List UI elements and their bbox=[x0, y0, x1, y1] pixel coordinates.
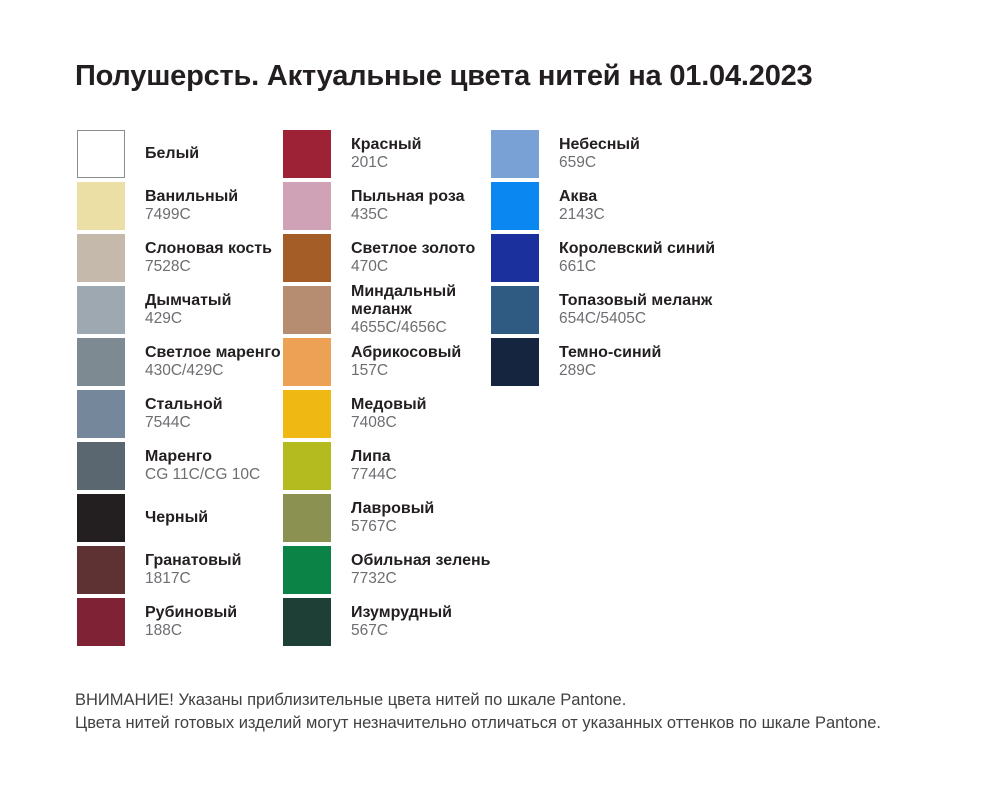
color-swatch bbox=[77, 546, 125, 594]
color-code: 289C bbox=[559, 362, 597, 379]
disclaimer bbox=[75, 689, 881, 735]
color-label bbox=[351, 283, 493, 337]
color-code: 7528C bbox=[145, 258, 191, 275]
disclaimer-line-2: Цвета нитей готовых изделий могут незначительно отличаться от указанных оттенков по шкале Pantone. bbox=[75, 714, 882, 732]
palette-column-2 bbox=[283, 130, 493, 646]
color-label bbox=[145, 396, 305, 432]
color-row bbox=[283, 130, 493, 178]
color-label bbox=[351, 396, 493, 432]
color-name: Белый bbox=[145, 145, 200, 162]
color-name: Изумрудный bbox=[351, 604, 452, 621]
color-swatch bbox=[283, 338, 331, 386]
color-label bbox=[145, 188, 305, 224]
color-swatch bbox=[491, 182, 539, 230]
color-name: Обильная зелень bbox=[351, 552, 491, 569]
color-name: Черный bbox=[145, 509, 209, 526]
color-label bbox=[351, 188, 493, 224]
color-label bbox=[145, 344, 305, 380]
color-row bbox=[491, 182, 779, 230]
color-swatch bbox=[283, 130, 331, 178]
color-name: Маренго bbox=[145, 448, 212, 465]
disclaimer-line-1: ВНИМАНИЕ! Указаны приблизительные цвета нитей по шкале Pantone. bbox=[75, 691, 627, 709]
color-label bbox=[559, 344, 779, 380]
color-row bbox=[283, 442, 493, 490]
color-name: Ванильный bbox=[145, 188, 239, 205]
color-row bbox=[283, 546, 493, 594]
color-name: Абрикосовый bbox=[351, 344, 462, 361]
color-label bbox=[559, 136, 779, 172]
color-swatch bbox=[77, 182, 125, 230]
color-row bbox=[283, 283, 493, 336]
color-label bbox=[351, 604, 493, 640]
color-swatch bbox=[77, 598, 125, 646]
page-title: Полушерсть. Актуальные цвета нитей на 01.04.2023 bbox=[75, 60, 813, 92]
color-code: 7544C bbox=[145, 414, 191, 431]
color-swatch bbox=[491, 130, 539, 178]
color-row bbox=[491, 130, 779, 178]
color-code: 661C bbox=[559, 258, 597, 275]
color-label bbox=[351, 136, 493, 172]
color-row bbox=[77, 546, 305, 594]
color-label bbox=[145, 448, 305, 484]
color-name: Липа bbox=[351, 448, 391, 465]
color-code: 2143C bbox=[559, 206, 605, 223]
color-name: Светлое маренго bbox=[145, 344, 281, 361]
palette-column-3 bbox=[491, 130, 779, 386]
color-name: Королевский синий bbox=[559, 240, 716, 257]
color-swatch bbox=[77, 494, 125, 542]
color-label bbox=[145, 240, 305, 276]
color-row bbox=[283, 390, 493, 438]
color-code: 7744C bbox=[351, 466, 397, 483]
color-name: Медовый bbox=[351, 396, 427, 413]
color-row bbox=[491, 286, 779, 334]
palette-column-1 bbox=[77, 130, 305, 646]
color-swatch bbox=[77, 130, 125, 178]
color-label bbox=[559, 292, 779, 328]
color-code: 430C/429C bbox=[145, 362, 224, 379]
color-swatch bbox=[283, 546, 331, 594]
color-label bbox=[351, 552, 493, 588]
color-row bbox=[283, 182, 493, 230]
color-name: Дымчатый bbox=[145, 292, 232, 309]
color-label bbox=[145, 604, 305, 640]
color-row bbox=[77, 130, 305, 178]
color-row bbox=[77, 494, 305, 542]
color-row bbox=[77, 442, 305, 490]
color-name: Аква bbox=[559, 188, 598, 205]
color-code: 470C bbox=[351, 258, 389, 275]
color-name: Слоновая кость bbox=[145, 240, 272, 257]
color-row bbox=[283, 598, 493, 646]
color-label bbox=[559, 240, 779, 276]
color-code: 567C bbox=[351, 622, 389, 639]
color-name: Стальной bbox=[145, 396, 223, 413]
color-code: 7408C bbox=[351, 414, 397, 431]
color-code: 188C bbox=[145, 622, 183, 639]
color-name: Гранатовый bbox=[145, 552, 242, 569]
color-code: 435C bbox=[351, 206, 389, 223]
color-label bbox=[351, 240, 493, 276]
color-code: 157C bbox=[351, 362, 389, 379]
color-label bbox=[559, 188, 779, 224]
color-row bbox=[77, 390, 305, 438]
color-swatch bbox=[283, 598, 331, 646]
color-row bbox=[77, 338, 305, 386]
color-row bbox=[77, 286, 305, 334]
color-name: Светлое золото bbox=[351, 240, 476, 257]
color-label bbox=[145, 145, 305, 163]
color-swatch bbox=[283, 442, 331, 490]
color-swatch bbox=[77, 390, 125, 438]
color-code: 1817C bbox=[145, 570, 191, 587]
color-code: 201C bbox=[351, 154, 389, 171]
color-swatch bbox=[491, 234, 539, 282]
color-row bbox=[283, 494, 493, 542]
color-swatch bbox=[491, 286, 539, 334]
color-code: CG 11C/CG 10C bbox=[145, 466, 261, 483]
color-swatch bbox=[283, 234, 331, 282]
color-swatch bbox=[283, 494, 331, 542]
color-label bbox=[145, 552, 305, 588]
color-name: Рубиновый bbox=[145, 604, 238, 621]
color-name: Лавровый bbox=[351, 500, 435, 517]
color-code: 659C bbox=[559, 154, 597, 171]
color-swatch bbox=[283, 286, 331, 334]
color-label bbox=[145, 509, 305, 527]
color-swatch bbox=[283, 390, 331, 438]
color-name: Миндальный меланж bbox=[351, 283, 457, 318]
color-swatch bbox=[77, 286, 125, 334]
color-row bbox=[77, 182, 305, 230]
color-code: 5767C bbox=[351, 518, 397, 535]
color-code: 7732C bbox=[351, 570, 397, 587]
color-code: 4655C/4656C bbox=[351, 319, 447, 336]
color-code: 654C/5405C bbox=[559, 310, 647, 327]
color-swatch bbox=[77, 338, 125, 386]
color-row bbox=[491, 338, 779, 386]
color-label bbox=[351, 448, 493, 484]
color-name: Небесный bbox=[559, 136, 640, 153]
color-name: Пыльная роза bbox=[351, 188, 465, 205]
color-swatch bbox=[283, 182, 331, 230]
color-name: Топазовый меланж bbox=[559, 292, 713, 309]
color-swatch bbox=[491, 338, 539, 386]
color-swatch bbox=[77, 442, 125, 490]
color-name: Красный bbox=[351, 136, 422, 153]
color-label bbox=[351, 344, 493, 380]
color-row bbox=[77, 598, 305, 646]
color-row bbox=[283, 338, 493, 386]
color-label bbox=[351, 500, 493, 536]
color-row bbox=[283, 234, 493, 282]
color-row bbox=[491, 234, 779, 282]
color-name: Темно-синий bbox=[559, 344, 662, 361]
color-label bbox=[145, 292, 305, 328]
color-row bbox=[77, 234, 305, 282]
color-swatch bbox=[77, 234, 125, 282]
color-code: 429C bbox=[145, 310, 183, 327]
color-code: 7499C bbox=[145, 206, 191, 223]
